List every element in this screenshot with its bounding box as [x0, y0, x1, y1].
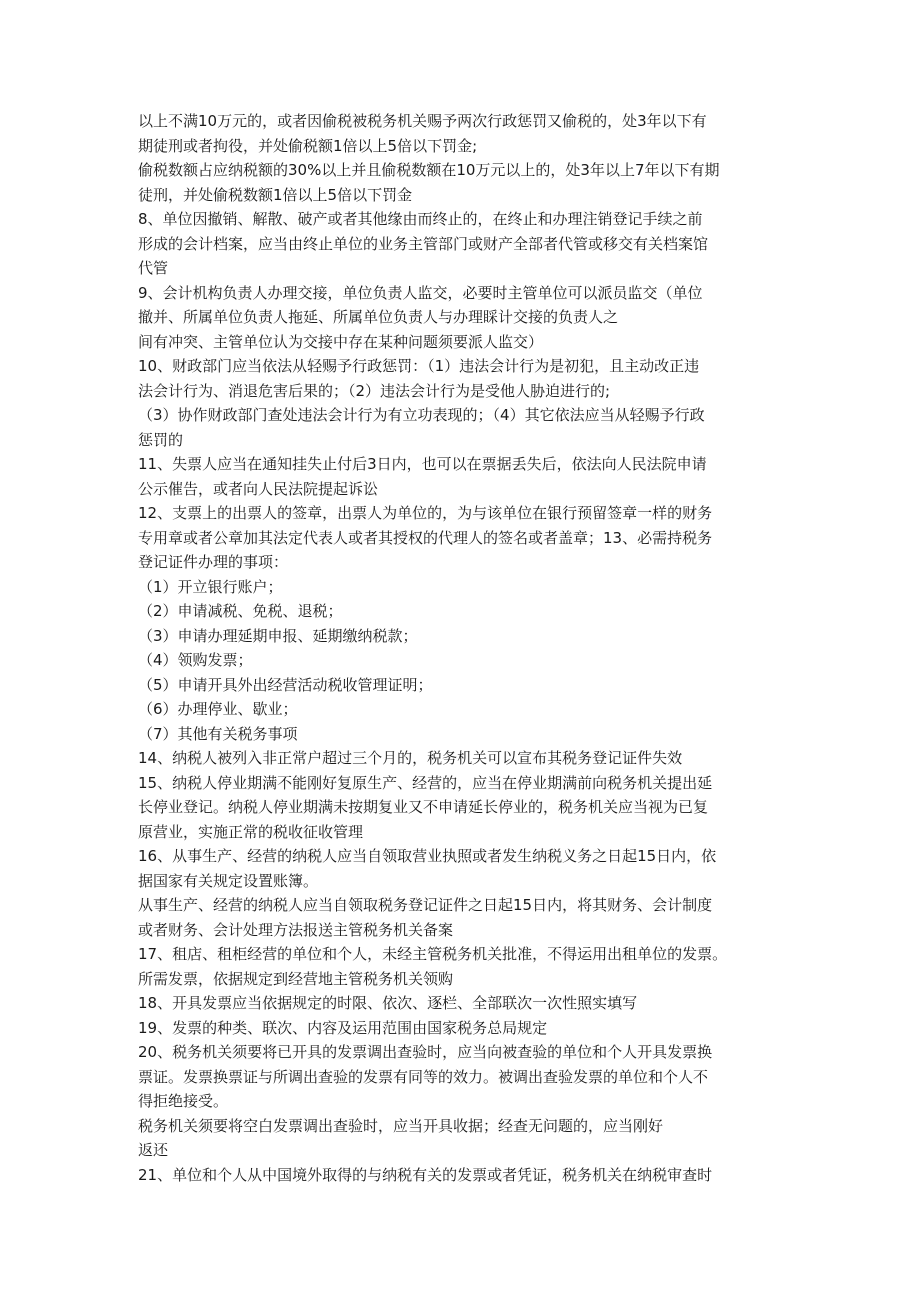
- text-line: 从事生产、经营的纳税人应当自领取税务登记证件之日起15日内，将其财务、会计制度: [138, 896, 713, 914]
- text-line: 得拒绝接受。: [138, 1092, 229, 1110]
- text-line: 期徒刑或者拘役，并处偷税额1倍以上5倍以下罚金;: [138, 136, 478, 155]
- text-line: 9、会计机构负责人办理交接，单位负责人监交，必要时主管单位可以派员监交（单位: [138, 283, 703, 302]
- text-line: 间有冲突、主管单位认为交接中存在某种问题须要派人监交）: [138, 332, 544, 351]
- list-item: （6）办理停业、歇业；: [138, 700, 298, 718]
- text-line: 18、开具发票应当依据规定的时限、依次、逐栏、全部联次一次性照实填写: [138, 994, 638, 1012]
- text-line: 徒刑，并处偷税数额1倍以上5倍以下罚金: [138, 185, 413, 204]
- text-line: 17、租店、租柜经营的单位和个人，未经主管税务机关批准，不得运用出租单位的发票。: [138, 945, 728, 963]
- list-item: （7）其他有关税务事项: [138, 724, 298, 743]
- text-line: 法会计行为、消退危害后果的；（2）违法会计行为是受他人胁迫进行的;: [138, 381, 611, 400]
- list-item: （3）申请办理延期申报、延期缴纳税款；: [138, 626, 418, 645]
- text-line: （3）协作财政部门查处违法会计行为有立功表现的；（4）其它依法应当从轻赐予行政: [138, 406, 705, 424]
- text-line: 11、失票人应当在通知挂失止付后3日内，也可以在票据丢失后，依法向人民法院申请: [138, 455, 707, 473]
- text-line: 税务机关须要将空白发票调出查验时，应当开具收据；经查无问题的，应当刚好: [138, 1116, 664, 1135]
- text-line: 8、单位因撤销、解散、破产或者其他缘由而终止的，在终止和办理注销登记手续之前: [138, 210, 703, 228]
- text-line: 代管: [138, 259, 169, 277]
- text-line: 16、从事生产、经营的纳税人应当自领取营业执照或者发生纳税义务之日起15日内，依: [138, 847, 717, 865]
- text-line: 20、税务机关须要将已开具的发票调出查验时，应当向被查验的单位和个人开具发票换: [138, 1043, 713, 1061]
- text-line: 10、财政部门应当依法从轻赐予行政惩罚：（1）违法会计行为是初犯，且主动改正违: [138, 357, 700, 375]
- text-line: 长停业登记。纳税人停业期满未按期复业又不申请延长停业的，税务机关应当视为已复: [138, 798, 709, 816]
- text-line: 登记证件办理的事项：: [138, 553, 289, 571]
- text-line: 形成的会计档案，应当由终止单位的业务主管部门或财产全部者代管或移交有关档案馆: [138, 234, 709, 253]
- document-body: [138, 109, 788, 1187]
- text-line: 返还: [138, 1141, 169, 1159]
- text-line: 所需发票，依据规定到经营地主管税务机关领购: [138, 969, 454, 988]
- text-line: 偷税数额占应纳税额的30%以上并且偷税数额在10万元以上的，处3年以上7年以下有期: [138, 161, 720, 179]
- text-line: 票证。发票换票证与所调出查验的发票有同等的效力。被调出查验发票的单位和个人不: [138, 1067, 709, 1086]
- text-line: 公示催告，或者向人民法院提起诉讼: [138, 479, 379, 498]
- list-item: （5）申请开具外出经营活动税收管理证明；: [138, 675, 433, 694]
- text-line: 19、发票的种类、联次、内容及运用范围由国家税务总局规定: [138, 1018, 548, 1037]
- text-line: 14、纳税人被列入非正常户超过三个月的，税务机关可以宣布其税务登记证件失效: [138, 749, 683, 767]
- text-line: 惩罚的: [138, 430, 184, 449]
- list-item: （4）领购发票；: [138, 651, 253, 669]
- text-line: 据国家有关规定设置账簿。: [138, 871, 319, 890]
- text-line: 15、纳税人停业期满不能刚好复原生产、经营的，应当在停业期满前向税务机关提出延: [138, 773, 713, 792]
- text-line: 或者财务、会计处理方法报送主管税务机关备案: [138, 920, 454, 939]
- text-line: 原营业，实施正常的税收征收管理: [138, 822, 364, 841]
- list-item: （1）开立银行账户；: [138, 577, 283, 596]
- list-item: （2）申请减税、免税、退税；: [138, 602, 343, 620]
- text-line: 21、单位和个人从中国境外取得的与纳税有关的发票或者凭证，税务机关在纳税审查时: [138, 1165, 713, 1184]
- text-line: 撤并、所属单位负责人拖延、所属单位负责人与办理睬计交接的负责人之: [138, 308, 619, 326]
- text-line: 专用章或者公章加其法定代表人或者其授权的代理人的签名或者盖章；13、必需持税务: [138, 528, 713, 547]
- text-line: 12、支票上的出票人的签章，出票人为单位的，为与该单位在银行预留签章一样的财务: [138, 504, 713, 522]
- text-line: 以上不满10万元的，或者因偷税被税务机关赐予两次行政惩罚又偷税的，处3年以下有: [138, 112, 707, 130]
